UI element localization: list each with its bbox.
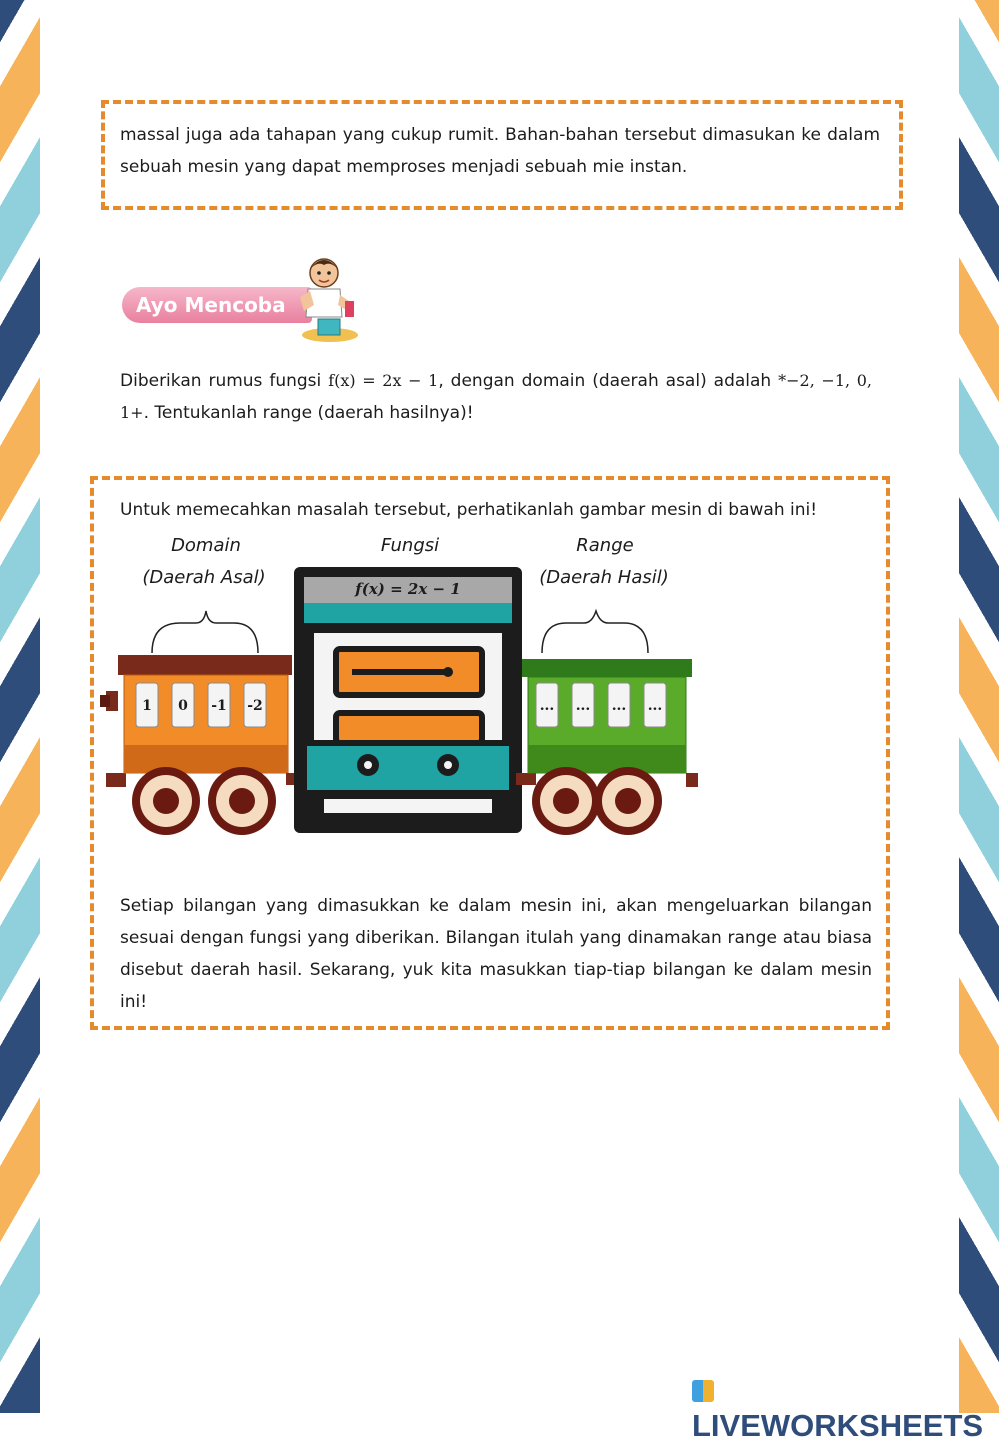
domain-set: *−2, −1, 0, 1+ xyxy=(120,371,872,422)
function-machine-diagram xyxy=(100,565,700,845)
liveworksheets-logo-icon xyxy=(692,1380,714,1402)
explanation-text: Setiap bilangan yang dimasukkan ke dalam mesin ini, akan mengeluarkan bilangan sesuai dengan fungsi yang diberikan. Bilangan itulah yang dinamakan range atau biasa disebut daerah hasil. Sekarang, yuk kita masukkan tiap-tiap bilangan ke dalam mesin ini! xyxy=(120,896,872,1012)
problem-middle: , dengan domain (daerah asal) adalah xyxy=(438,371,779,391)
domain-value: 1 xyxy=(142,698,152,714)
domain-label: Domain xyxy=(171,535,241,556)
range-value: ... xyxy=(611,698,627,714)
range-label: Range xyxy=(576,535,634,556)
range-value: ... xyxy=(575,698,591,714)
domain-value: -1 xyxy=(211,698,227,714)
domain-sublabel: (Daerah Asal) xyxy=(142,567,266,588)
machine-formula: f(x) = 2x − 1 xyxy=(355,580,461,598)
domain-wagon xyxy=(118,655,292,773)
domain-brace xyxy=(152,611,258,653)
domain-value: 0 xyxy=(178,698,188,714)
range-sublabel: (Daerah Hasil) xyxy=(539,567,669,588)
function-label: Fungsi xyxy=(380,535,440,556)
range-brace xyxy=(542,611,648,653)
ayo-mencoba-badge xyxy=(122,287,312,323)
instruction-text: Untuk memecahkan masalah tersebut, perhatikanlah gambar mesin di bawah ini! xyxy=(120,500,818,520)
range-wagon xyxy=(522,659,692,773)
logo-text: LIVEWORKSHEETS xyxy=(692,1408,984,1443)
student-character-illustration xyxy=(290,255,365,345)
problem-statement xyxy=(120,365,872,429)
ayo-mencoba-label: Ayo Mencoba xyxy=(136,293,286,317)
problem-prefix: Diberikan rumus fungsi xyxy=(120,371,329,391)
domain-value: -2 xyxy=(247,698,263,714)
left-decorative-stripes xyxy=(0,0,40,1413)
intro-text: massal juga ada tahapan yang cukup rumit. Bahan-bahan tersebut dimasukan ke dalam sebuah mesin yang dapat memproses menjadi sebuah mie instan. xyxy=(120,125,880,177)
range-value: ... xyxy=(539,698,555,714)
right-decorative-stripes xyxy=(959,0,999,1413)
function-formula: f(x) = 2x − 1 xyxy=(328,371,439,390)
liveworksheets-logo xyxy=(692,1372,999,1443)
range-value: ... xyxy=(647,698,663,714)
function-machine xyxy=(294,567,522,833)
problem-suffix: . Tentukanlah range (daerah hasilnya)! xyxy=(143,403,474,423)
